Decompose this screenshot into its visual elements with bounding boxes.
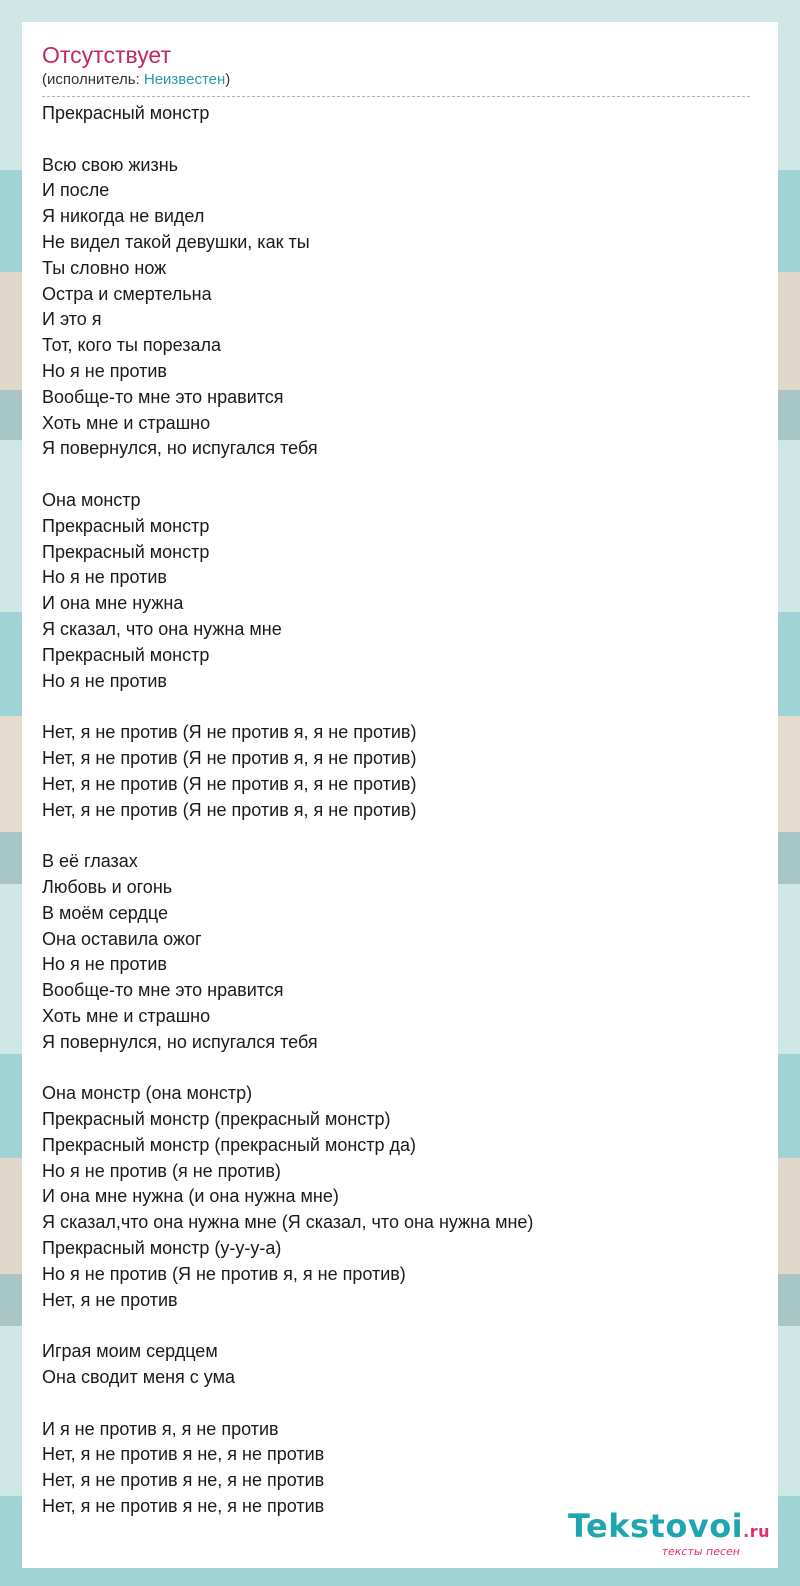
lyric-line: Вообще-то мне это нравится — [42, 980, 284, 1001]
lyric-line: Прекрасный монстр — [42, 541, 210, 562]
lyric-line: Но я не против (я не против) — [42, 1160, 281, 1181]
lyric-line: Хоть мне и страшно — [42, 1005, 211, 1026]
lyric-line: Прекрасный монстр — [42, 103, 210, 123]
lyric-line: Но я не против — [42, 670, 167, 691]
artist-suffix: ) — [225, 71, 231, 88]
lyric-line: Вообще-то мне это нравится — [42, 386, 284, 407]
lyric-line: Нет, я не против (Я не против я, я не против) — [42, 747, 417, 768]
song-title: Отсутствует — [42, 42, 171, 68]
lyric-line: И после — [42, 180, 110, 201]
lyric-line: Всю свою жизнь — [42, 154, 179, 175]
lyric-line: Любовь и огонь — [42, 876, 173, 897]
lyric-line: В моём сердце — [42, 902, 169, 923]
site-logo[interactable] — [568, 1509, 770, 1558]
stanza-gap — [42, 462, 758, 488]
lyric-line: Она монстр — [42, 489, 141, 510]
lyric-line: Ты словно нож — [42, 257, 167, 278]
logo-wordmark — [568, 1509, 770, 1549]
stanza-gap — [42, 823, 758, 849]
stanza-gap — [42, 1055, 758, 1081]
lyric-line: Хоть мне и страшно — [42, 412, 211, 433]
stanza-gap — [42, 127, 758, 153]
lyrics-card — [22, 22, 778, 1568]
stanza-gap — [42, 694, 758, 720]
lyric-line: И это я — [42, 309, 102, 330]
lyric-line: Прекрасный монстр — [42, 644, 210, 665]
lyric-line: Нет, я не против (Я не против я, я не против) — [42, 773, 417, 794]
lyric-line: Я сказал, что она нужна мне — [42, 618, 282, 639]
lyric-line: Играя моим сердцем — [42, 1341, 218, 1362]
lyric-line: Но я не против — [42, 360, 167, 381]
lyric-line: В её глазах — [42, 851, 138, 872]
stanza-gap — [42, 1391, 758, 1417]
lyric-line: Я повернулся, но испугался тебя — [42, 1031, 318, 1052]
lyric-line: Я повернулся, но испугался тебя — [42, 438, 318, 459]
lyric-line: Нет, я не против (Я не против я, я не против) — [42, 799, 417, 820]
header-divider — [42, 96, 750, 97]
lyric-line: Прекрасный монстр (прекрасный монстр да) — [42, 1134, 417, 1155]
lyric-line: Но я не против — [42, 954, 167, 975]
lyric-line: Нет, я не против — [42, 1289, 178, 1310]
artist-line — [42, 70, 758, 90]
lyric-line: Остра и смертельна — [42, 283, 212, 304]
lyric-line: Она монстр (она монстр) — [42, 1083, 253, 1104]
lyric-line: Но я не против — [42, 567, 167, 588]
artist-link[interactable]: Неизвестен — [143, 71, 226, 88]
lyric-line: Но я не против (Я не против я, я не против) — [42, 1263, 406, 1284]
lyric-line: Я никогда не видел — [42, 206, 205, 227]
lyric-line: Она оставила ожог — [42, 928, 202, 949]
lyric-line: Тот, кого ты порезала — [42, 335, 222, 356]
logo-tld: .ru — [743, 1522, 770, 1541]
artist-prefix: (исполнитель: — [42, 71, 144, 88]
lyric-line: Нет, я не против я не, я не против — [42, 1470, 325, 1491]
lyric-line: И я не против я, я не против — [42, 1418, 279, 1439]
lyric-line: Нет, я не против (Я не против я, я не против) — [42, 722, 417, 743]
lyric-line: Прекрасный монстр (прекрасный монстр) — [42, 1109, 391, 1130]
lyric-line: Нет, я не против я не, я не против — [42, 1444, 325, 1465]
logo-tagline: тексты песен — [661, 1545, 740, 1558]
lyric-line: Она сводит меня с ума — [42, 1367, 235, 1388]
lyric-line: И она мне нужна (и она нужна мне) — [42, 1186, 339, 1207]
lyric-line: Я сказал,что она нужна мне (Я сказал, что она нужна мне) — [42, 1212, 534, 1233]
lyric-line: Нет, я не против я не, я не против — [42, 1496, 325, 1517]
lyric-line: Прекрасный монстр (у-у-у-а) — [42, 1238, 282, 1259]
lyric-line: Не видел такой девушки, как ты — [42, 231, 310, 252]
logo-name: Tekstovoi — [567, 1507, 744, 1545]
lyric-line: И она мне нужна — [42, 593, 184, 614]
lyrics-body — [42, 101, 758, 1520]
lyric-line: Прекрасный монстр — [42, 515, 210, 536]
stanza-gap — [42, 1313, 758, 1339]
